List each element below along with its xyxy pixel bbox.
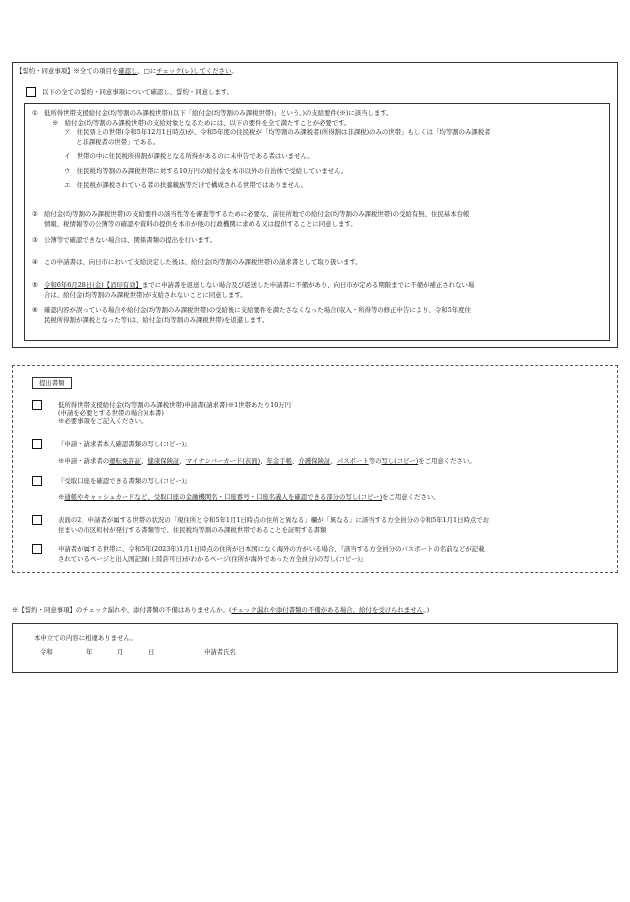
pledge-item-line bbox=[44, 281, 474, 289]
pledge-item-line bbox=[44, 109, 393, 117]
pledge-item-line bbox=[44, 306, 471, 314]
document-text: 『申請・請求者本人確認書類の写し(コピー)』 bbox=[58, 440, 191, 448]
pledge-item-line bbox=[44, 258, 362, 266]
document-text-part: 写し(コピー) bbox=[381, 457, 419, 465]
pledge-item-line bbox=[76, 138, 159, 146]
document-checkbox[interactable] bbox=[32, 400, 42, 410]
document-text-part: 、 bbox=[330, 457, 337, 465]
pledge-item-line bbox=[44, 220, 357, 228]
pledge-item-line bbox=[64, 167, 347, 175]
document-text: 『受取口座を確認できる書類の写し(コピー)』 bbox=[58, 477, 191, 485]
document-checkbox[interactable] bbox=[32, 515, 42, 525]
document-text-part: をご用意ください。 bbox=[382, 493, 440, 501]
pledge-item-number: ① bbox=[32, 109, 38, 117]
pledge-item-text: この申請書は、向日市において支給決定した後は、給付金(均等割のみ課税世帯)の請求書として取り扱います。 bbox=[44, 258, 362, 266]
pledge-item-text: 民税所得割が課税となった等)は、給付金(均等割のみ課税世帯)を返還します。 bbox=[44, 316, 269, 324]
documents-label: 提出書類 bbox=[32, 377, 72, 389]
pledge-item-text: ア 住民票上の世帯(令和5年12月1日時点)が、令和5年度の住民税が「均等割のみ課税者(所得割は非課税)のみの世帯」もしくは「均等割のみ課税者 bbox=[64, 128, 491, 136]
document-text: 低所得世帯支援給付金(均等割のみ課税世帯)申請書(請求書)※1世帯あたり10万円 bbox=[58, 401, 292, 409]
document-text-part: ※申請・請求者の bbox=[58, 457, 110, 465]
document-text-part: 、 bbox=[141, 457, 148, 465]
month-label: 月 bbox=[117, 648, 124, 656]
document-text-part: パスポート bbox=[336, 457, 369, 465]
pledge-item-text: 情報、税情報等の公簿等の確認や資料の提供を本市が他の行政機関に求める又は提供することに同意します。 bbox=[44, 220, 357, 228]
document-text-part: 介護保険証 bbox=[298, 457, 331, 465]
applicant-name-label: 申請者氏名 bbox=[204, 648, 236, 656]
pledge-item-number: ⑤ bbox=[32, 281, 38, 289]
document-text-part: 、 bbox=[260, 457, 267, 465]
document-checkbox[interactable] bbox=[32, 476, 42, 486]
document-checkbox[interactable] bbox=[32, 439, 42, 449]
document-text-part: マイナンバーカード(表面) bbox=[185, 457, 261, 465]
era-label: 令和 bbox=[40, 648, 53, 656]
deadline-text: 令和6年6月28日(金)【消印有効】 bbox=[44, 281, 142, 289]
pledge-header: 【誓約・同意事項】※全ての項目を確認し、□にチェック(レ)してください。 bbox=[16, 67, 238, 75]
document-text-part: 年金手帳 bbox=[266, 457, 293, 465]
document-text-part: 通帳やキャッシュカードなど、受取口座の金融機関名・口座番号・口座名義人を確認できる部分の写し(コピー) bbox=[64, 493, 383, 501]
pledge-item-text: ウ 住民税均等割のみ課税世帯に対する10万円の給付金を本市以外の自治体で受給していません。 bbox=[64, 167, 348, 175]
document-text-part: ※ bbox=[58, 493, 65, 501]
pledge-item-text: 合は、給付金(均等割のみ課税世帯)が支給されないことに同意します。 bbox=[44, 291, 247, 299]
pledge-item-text: と非課税者の世帯」である。 bbox=[76, 138, 160, 146]
pledge-item-text: 確認内容が誤っている場合や給付金(均等割のみ課税世帯)の受給後に支給要件を満たさなくなった場合(収入・所得等の修正申告により、令和5年度住 bbox=[44, 306, 471, 314]
document-text bbox=[58, 493, 440, 501]
pledge-item-number: ⑥ bbox=[32, 306, 38, 314]
signature-box bbox=[12, 623, 618, 673]
document-checkbox[interactable] bbox=[32, 544, 42, 554]
document-text-part: 等の bbox=[368, 457, 382, 465]
pledge-item-text: エ 住民税が課税されている者の扶養親族等だけで構成される世帯ではありません。 bbox=[64, 181, 308, 189]
document-text: 申請者が属する世帯に、令和5年(2023年)1月1日時点の住所が日本国になく海外の方がいる場合、『該当する方全員分のパスポートの名前などが記載 bbox=[58, 545, 485, 553]
document-text bbox=[58, 457, 476, 465]
pledge-item-line bbox=[52, 119, 350, 127]
agree-all-label: 以下の全ての誓約・同意事項について確認し、誓約・同意します。 bbox=[42, 88, 234, 96]
document-text: 表面の2．申請者が属する世帯の状況の「現住所と令和5年1月1日時点の住所と異なる」欄が「異なる」に該当する方全員分の令和5年1月1日時点でお bbox=[58, 516, 490, 524]
pledge-item-line bbox=[64, 152, 314, 160]
document-text-part: 、 bbox=[292, 457, 299, 465]
agree-all-checkbox[interactable] bbox=[26, 87, 36, 97]
document-text: されているページと出入国記録(上陸許可日)がわかるページ(住所が海外であった方全員分)の写し(コピー)』 bbox=[58, 555, 367, 563]
pledge-item-number: ④ bbox=[32, 258, 38, 266]
pledge-item-number: ② bbox=[32, 210, 38, 218]
pledge-item-line bbox=[44, 210, 469, 218]
document-text-part: 、 bbox=[179, 457, 186, 465]
pledge-item-line bbox=[44, 291, 247, 299]
day-label: 日 bbox=[148, 648, 155, 656]
document-text-part: 運転免許証 bbox=[109, 457, 142, 465]
pledge-item-text: イ 世帯の中に住民税所得割が課税となる所得があるのに未申告である者はいません。 bbox=[64, 152, 314, 160]
check-notice: ※【誓約・同意事項】のチェック漏れや、添付書類の不備はありませんか。(チェック漏れや添付書類の不備がある場合、給付を受けられません。) bbox=[12, 606, 430, 614]
pledge-item-text: 給付金(均等割のみ課税世帯)の支給要件の該当性等を審査等するために必要な、前住所地での給付金(均等割のみ課税世帯)の受給有無、住民基本台帳 bbox=[44, 210, 470, 218]
pledge-item-line bbox=[64, 128, 491, 136]
document-text: ※必要事項をご記入ください。 bbox=[58, 417, 148, 425]
document-text-part: をご用意ください。 bbox=[418, 457, 476, 465]
pledge-item-line bbox=[64, 181, 307, 189]
documents-section bbox=[12, 365, 618, 573]
document-text: 住まいの市区町村が発行する書類等で、住民税均等割のみ課税世帯であることを証明する書類 bbox=[58, 526, 327, 534]
pledge-item-line bbox=[44, 316, 268, 324]
document-text: (申請を必要とする世帯の場合)(本書) bbox=[58, 409, 164, 417]
pledge-item-text: 低所得世帯支援給付金(均等割のみ課税世帯)(以下「給付金(均等割のみ課税世帯)」という。)の支給要件(※)に該当します。 bbox=[44, 109, 393, 117]
year-label: 年 bbox=[86, 648, 93, 656]
document-text-part: 健康保険証 bbox=[147, 457, 180, 465]
pledge-item-text: ※ 給付金(均等割のみ課税世帯)の支給対象となるためには、以下の要件を全て満たすことが必要です。 bbox=[52, 119, 351, 127]
pledge-item-line bbox=[44, 236, 216, 244]
pledge-item-text: 公簿等で確認できない場合は、関係書類の提出を行います。 bbox=[44, 236, 217, 244]
declaration-text: 本申立ての内容に相違ありません。 bbox=[34, 634, 137, 642]
pledge-item-text: までに申請書を返送しない場合及び返送した申請書に不備があり、向日市が定める期限までに不備が補正されない場 bbox=[141, 281, 475, 289]
pledge-item-number: ③ bbox=[32, 236, 38, 244]
